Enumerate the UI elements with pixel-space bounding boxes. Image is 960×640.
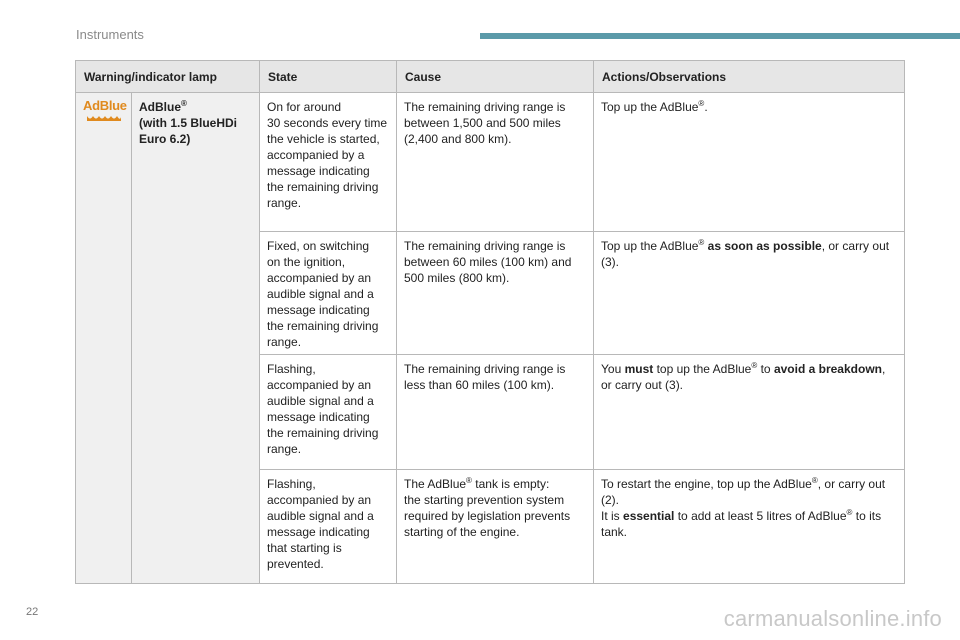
action-cell: Top up the AdBlue® as soon as possible, or carry out (3).: [594, 232, 905, 355]
lamp-name-cell: [132, 93, 260, 584]
action-cell: To restart the engine, top up the AdBlue®, or carry out (2). It is essential to add at least 5 litres of AdBlue® to its tank.: [594, 470, 905, 584]
cause-cell: The AdBlue® tank is empty: the starting prevention system required by legislation prevents starting of the engine.: [397, 470, 594, 584]
section-accent-bar: [480, 33, 960, 39]
page-number: 22: [26, 606, 39, 618]
column-header-cause: Cause: [397, 61, 594, 93]
cause-cell: The remaining driving range is between 60 miles (100 km) and 500 miles (800 km).: [397, 232, 594, 355]
registered-mark: ®: [181, 99, 187, 108]
state-cell: Flashing, accompanied by an audible signal and a message indicating that starting is prevented.: [260, 470, 397, 584]
adblue-warning-icon: [83, 98, 127, 122]
adblue-wave-icon: [86, 114, 122, 122]
lamp-variant-line1: (with 1.5 BlueHDi: [139, 116, 238, 130]
table-row: [76, 93, 905, 232]
state-cell: Fixed, on switching on the ignition, accompanied by an audible signal and a message indicating the remaining driving range.: [260, 232, 397, 355]
cause-cell: The remaining driving range is less than 60 miles (100 km).: [397, 355, 594, 470]
state-cell: Flashing, accompanied by an audible signal and a message indicating the remaining driving range.: [260, 355, 397, 470]
watermark: carmanualsonline.info: [723, 606, 942, 631]
state-cell: On for around 30 seconds every time the vehicle is started, accompanied by a message indicating the remaining driving range.: [260, 93, 397, 232]
column-header-lamp: Warning/indicator lamp: [76, 61, 260, 93]
adblue-logo-text: AdBlue: [83, 98, 127, 113]
column-header-actions: Actions/Observations: [594, 61, 905, 93]
warning-lamp-table: [75, 60, 905, 584]
cause-cell: The remaining driving range is between 1,500 and 500 miles (2,400 and 800 km).: [397, 93, 594, 232]
table-header-row: [76, 61, 905, 93]
lamp-name: AdBlue: [139, 100, 181, 114]
action-cell: You must top up the AdBlue® to avoid a breakdown, or carry out (3).: [594, 355, 905, 470]
section-title: Instruments: [76, 27, 144, 42]
lamp-variant-line2: Euro 6.2): [139, 132, 191, 146]
column-header-state: State: [260, 61, 397, 93]
action-cell: Top up the AdBlue®.: [594, 93, 905, 232]
lamp-icon-cell: [76, 93, 132, 584]
